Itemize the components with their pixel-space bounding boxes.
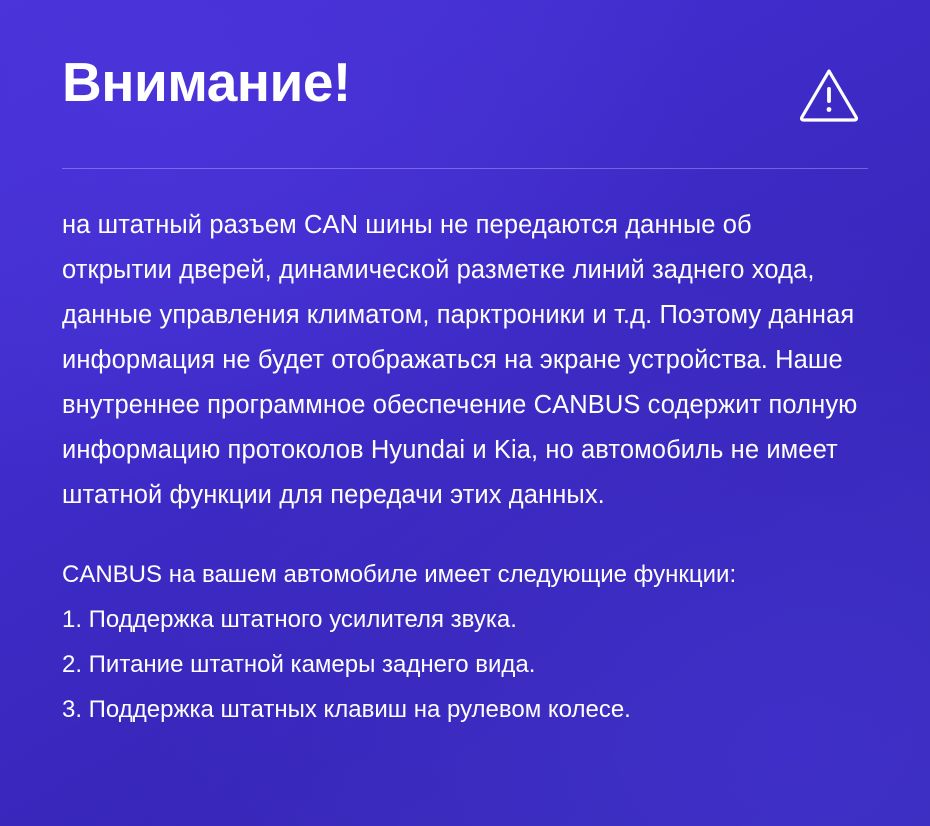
features-lead: CANBUS на вашем автомобиле имеет следующие функции:: [62, 561, 737, 588]
features-section: [62, 552, 868, 732]
notice-header: [62, 0, 868, 126]
list-item: 3. Поддержка штатных клавиш на рулевом колесе.: [62, 696, 631, 723]
page-title: Внимание!: [62, 51, 351, 113]
list-item: 1. Поддержка штатного усилителя звука.: [62, 606, 517, 633]
notice-body: [62, 203, 868, 518]
notice-paragraph: на штатный разъем CAN шины не передаются данные об открытии дверей, динамической разметке линий заднего хода, данные управления климатом, парктроники и т.д. Поэтому данная информация не будет отображаться на экране устройства. Наше внутреннее программное обеспечение CANBUS содержит полную информацию протоколов Hyundai и Kia, но автомобиль не имеет штатной функции для передачи этих данных.: [62, 211, 858, 509]
list-item: 2. Питание штатной камеры заднего вида.: [62, 651, 536, 678]
warning-triangle-icon: [798, 64, 860, 126]
header-divider: [62, 168, 868, 169]
